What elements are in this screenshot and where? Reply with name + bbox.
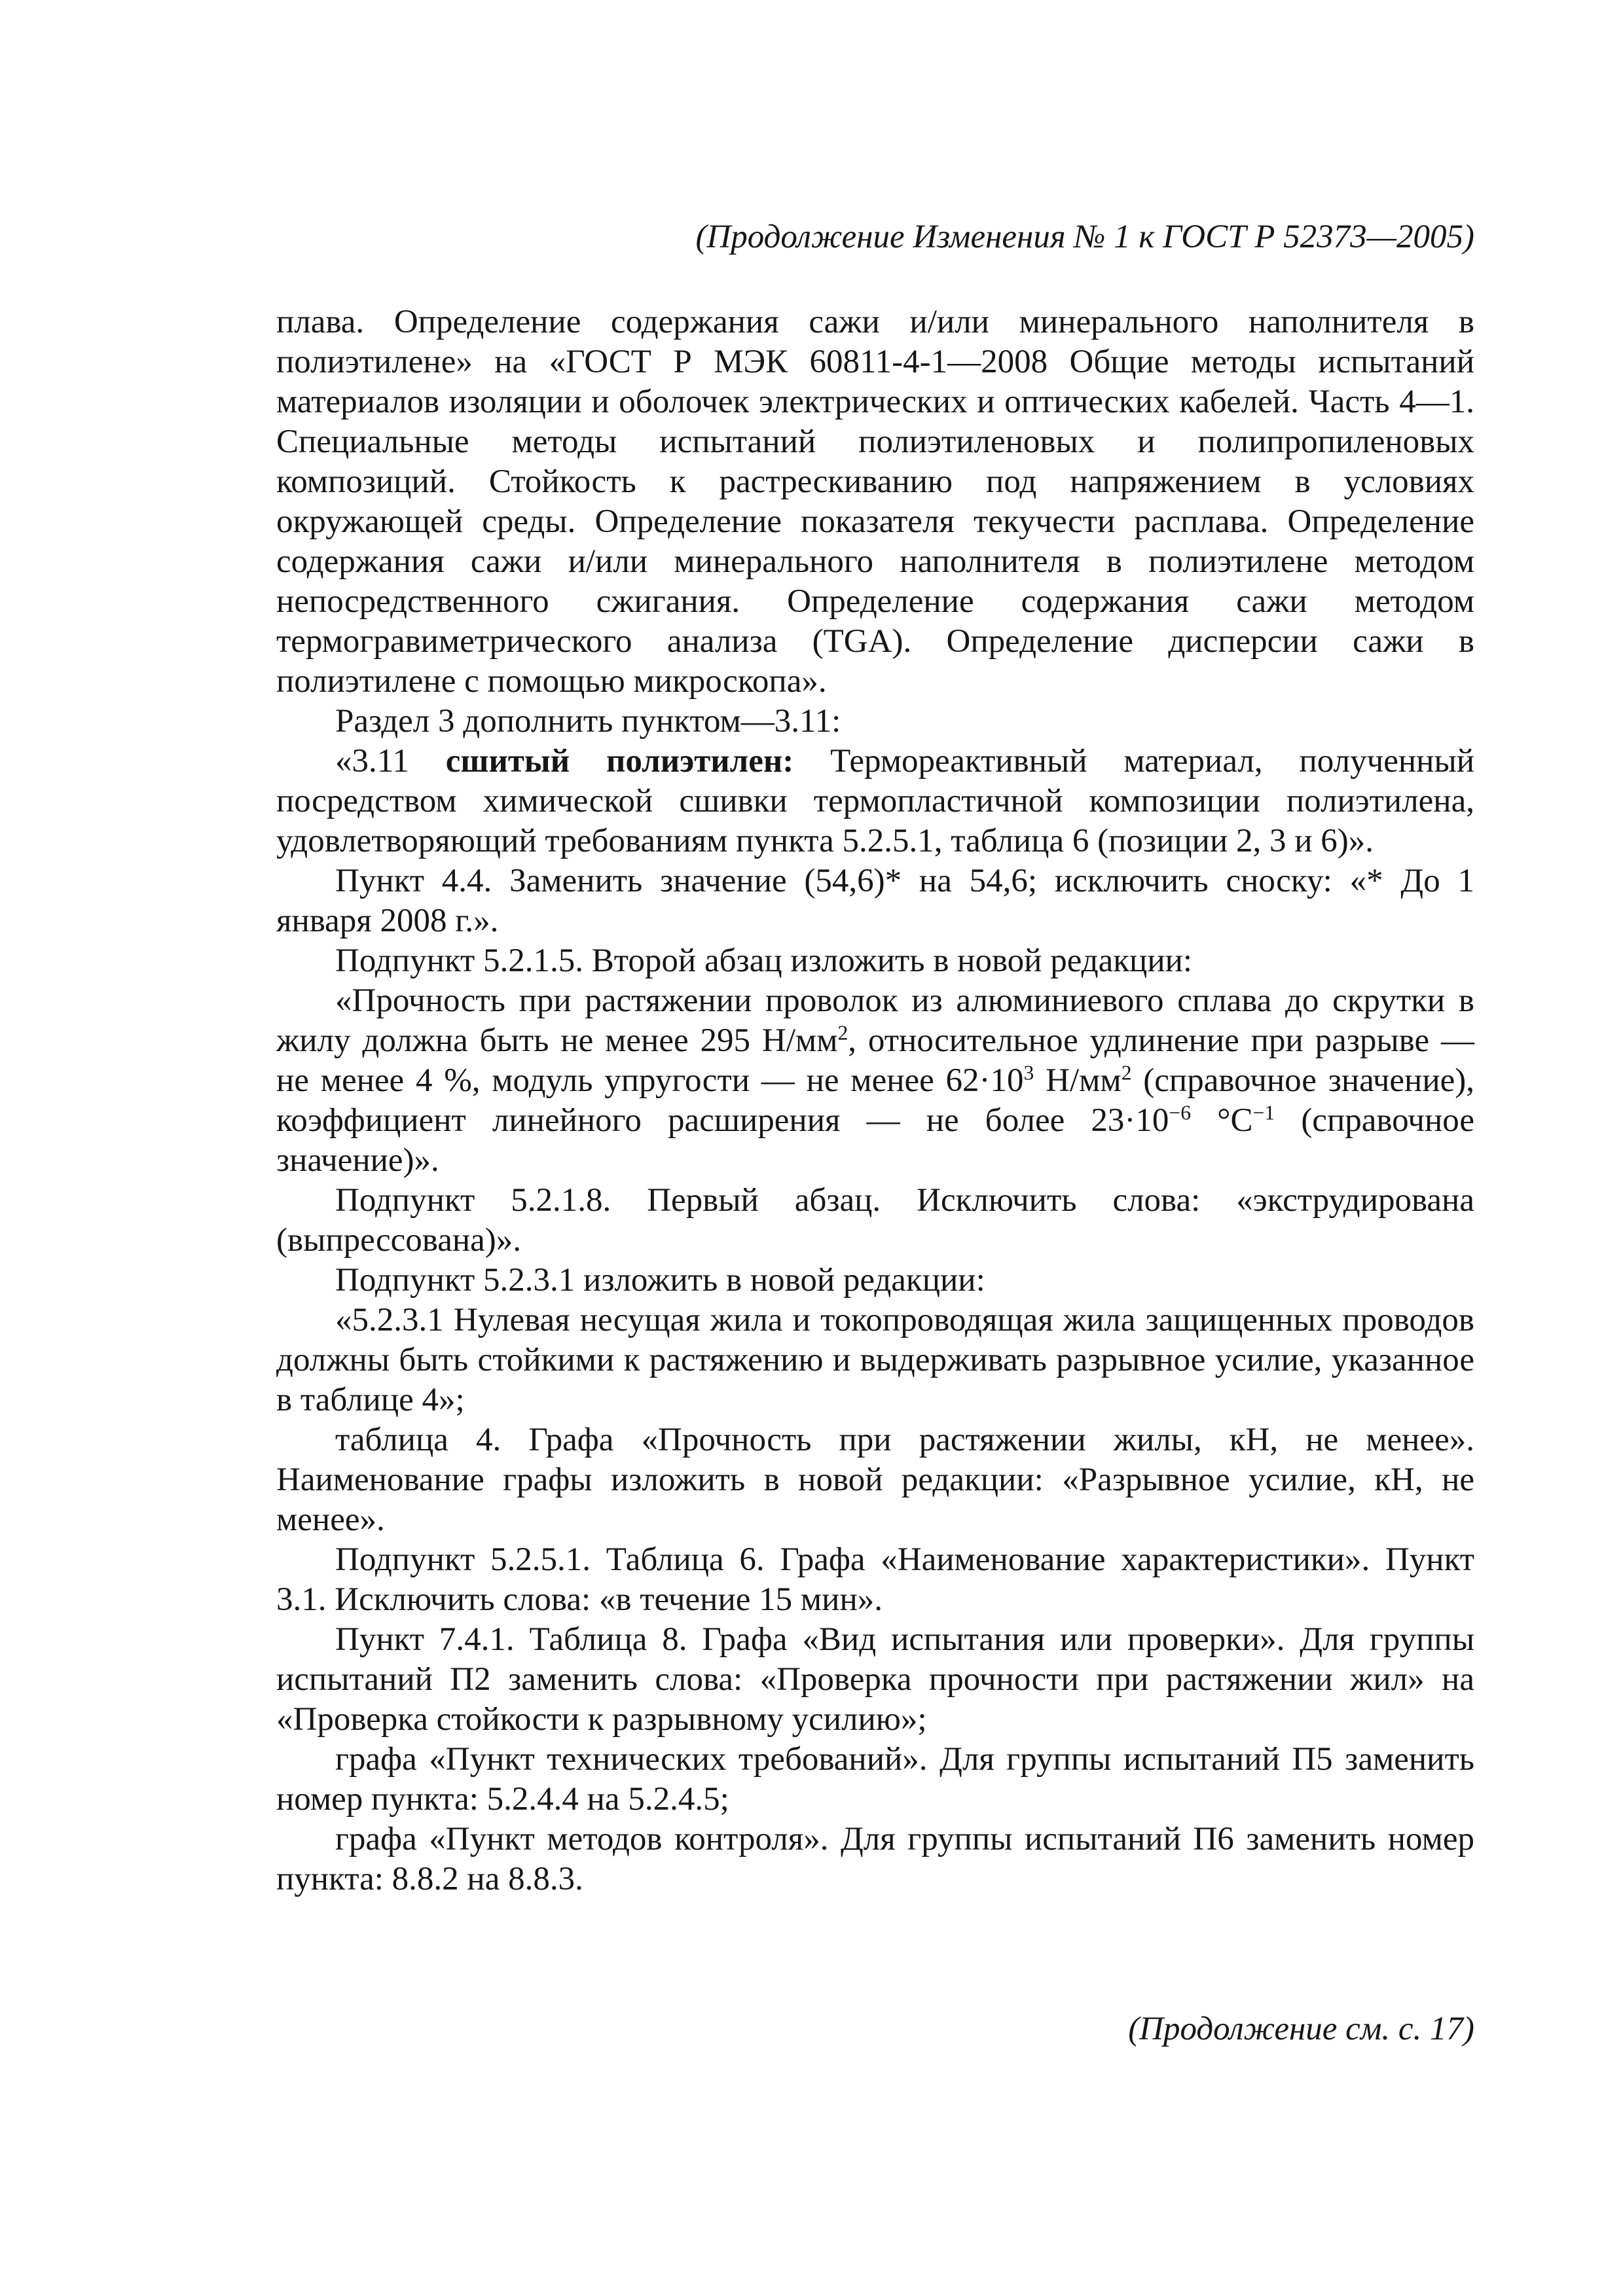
text-fragment: °С xyxy=(1191,1102,1253,1139)
document-body xyxy=(276,302,1474,1899)
paragraph-definition-3-11 xyxy=(276,742,1474,861)
text-fragment: (справочное значение), коэффициент линейного расширения — не более 23·10 xyxy=(276,1062,1474,1139)
definition-number: «3.11 xyxy=(335,743,446,780)
continuation-note: (Продолжение см. с. 17) xyxy=(1128,2011,1474,2047)
paragraph-strength-requirements xyxy=(276,981,1474,1181)
paragraph-subitem-5-2-1-5: Подпункт 5.2.1.5. Второй абзац изложить в новой редакции: xyxy=(335,942,1193,979)
paragraph-subitem-5-2-5-1: Подпункт 5.2.5.1. Таблица 6. Графа «Наименование характеристики». Пункт 3.1. Исключить слова: «в течение 15 мин». xyxy=(276,1541,1474,1618)
paragraph-subitem-5-2-3-1: Подпункт 5.2.3.1 изложить в новой редакции: xyxy=(335,1262,985,1299)
paragraph-column-technical-requirements: графа «Пункт технических требований». Для группы испытаний П5 заменить номер пункта: 5.2.4.4 на 5.2.4.5; xyxy=(276,1741,1474,1818)
paragraph-column-control-methods: графа «Пункт методов контроля». Для группы испытаний П6 заменить номер пункта: 8.8.2 на 8.8.3. xyxy=(276,1821,1474,1897)
text-fragment: «Прочность при растяжении проволок из алюминиевого сплава до скрутки в жилу должна быть не менее 295 Н/мм xyxy=(276,982,1474,1059)
paragraph-subitem-5-2-1-8: Подпункт 5.2.1.8. Первый абзац. Исключить слова: «экструдирована (выпрессована)». xyxy=(276,1182,1474,1259)
paragraph-section-3-addition: Раздел 3 дополнить пунктом—3.11: xyxy=(335,703,841,740)
superscript: −1 xyxy=(1252,1101,1275,1124)
paragraph-table-4: таблица 4. Графа «Прочность при растяжении жилы, кН, не менее». Наименование графы изложить в новой редакции: «Разрывное усилие, кН, не менее». xyxy=(276,1422,1474,1538)
paragraph-item-4-4: Пункт 4.4. Заменить значение (54,6)* на 54,6; исключить сноску: «* До 1 января 2008 г.». xyxy=(276,863,1474,939)
definition-term: сшитый полиэтилен: xyxy=(445,743,794,780)
superscript: 2 xyxy=(1121,1061,1132,1085)
text-fragment: Н/мм xyxy=(1034,1062,1122,1099)
superscript: 3 xyxy=(1023,1061,1034,1085)
paragraph-new-5-2-3-1: «5.2.3.1 Нулевая несущая жила и токопроводящая жила защищенных проводов должны быть стойкими к растяжению и выдерживать разрывное усилие, указанное в таблице 4»; xyxy=(276,1302,1474,1418)
running-header: (Продолжение Изменения № 1 к ГОСТ Р 52373—2005) xyxy=(695,219,1474,255)
paragraph-continuation: плава. Определение содержания сажи и/или минерального наполнителя в полиэтилене» на «ГОСТ Р МЭК 60811-4-1—2008 Общие методы испытаний материалов изоляции и оболочек электрических и оптических кабелей. Часть 4—1. Специальные методы испытаний полиэтиленовых и полипропиленовых композиций. Стойкость к растрескиванию под напряжением в условиях окружающей среды. Определение показателя текучести расплава. Определение содержания сажи и/или минерального наполнителя в полиэтилене методом непосредственного сжигания. Определение содержания сажи методом термогравиметрического анализа (TGA). Определение дисперсии сажи в полиэтилене с помощью микроскопа». xyxy=(276,304,1474,700)
paragraph-item-7-4-1: Пункт 7.4.1. Таблица 8. Графа «Вид испытания или проверки». Для группы испытаний П2 заменить слова: «Проверка прочности при растяжении жил» на «Проверка стойкости к разрывному усилию»; xyxy=(276,1621,1474,1738)
superscript: 2 xyxy=(837,1021,848,1045)
superscript: −6 xyxy=(1169,1101,1192,1124)
text-fragment: (справочное значение)». xyxy=(276,1102,1474,1179)
text-fragment: , относительное удлинение при разрыве — не менее 4 %, модуль упругости — не менее 62·10 xyxy=(276,1022,1474,1099)
definition-text: Термореактивный материал, полученный посредством химической сшивки термопластичной композиции полиэтилена, удовлетворяющий требованиям пункта 5.2.5.1, таблица 6 (позиции 2, 3 и 6)». xyxy=(276,743,1475,859)
